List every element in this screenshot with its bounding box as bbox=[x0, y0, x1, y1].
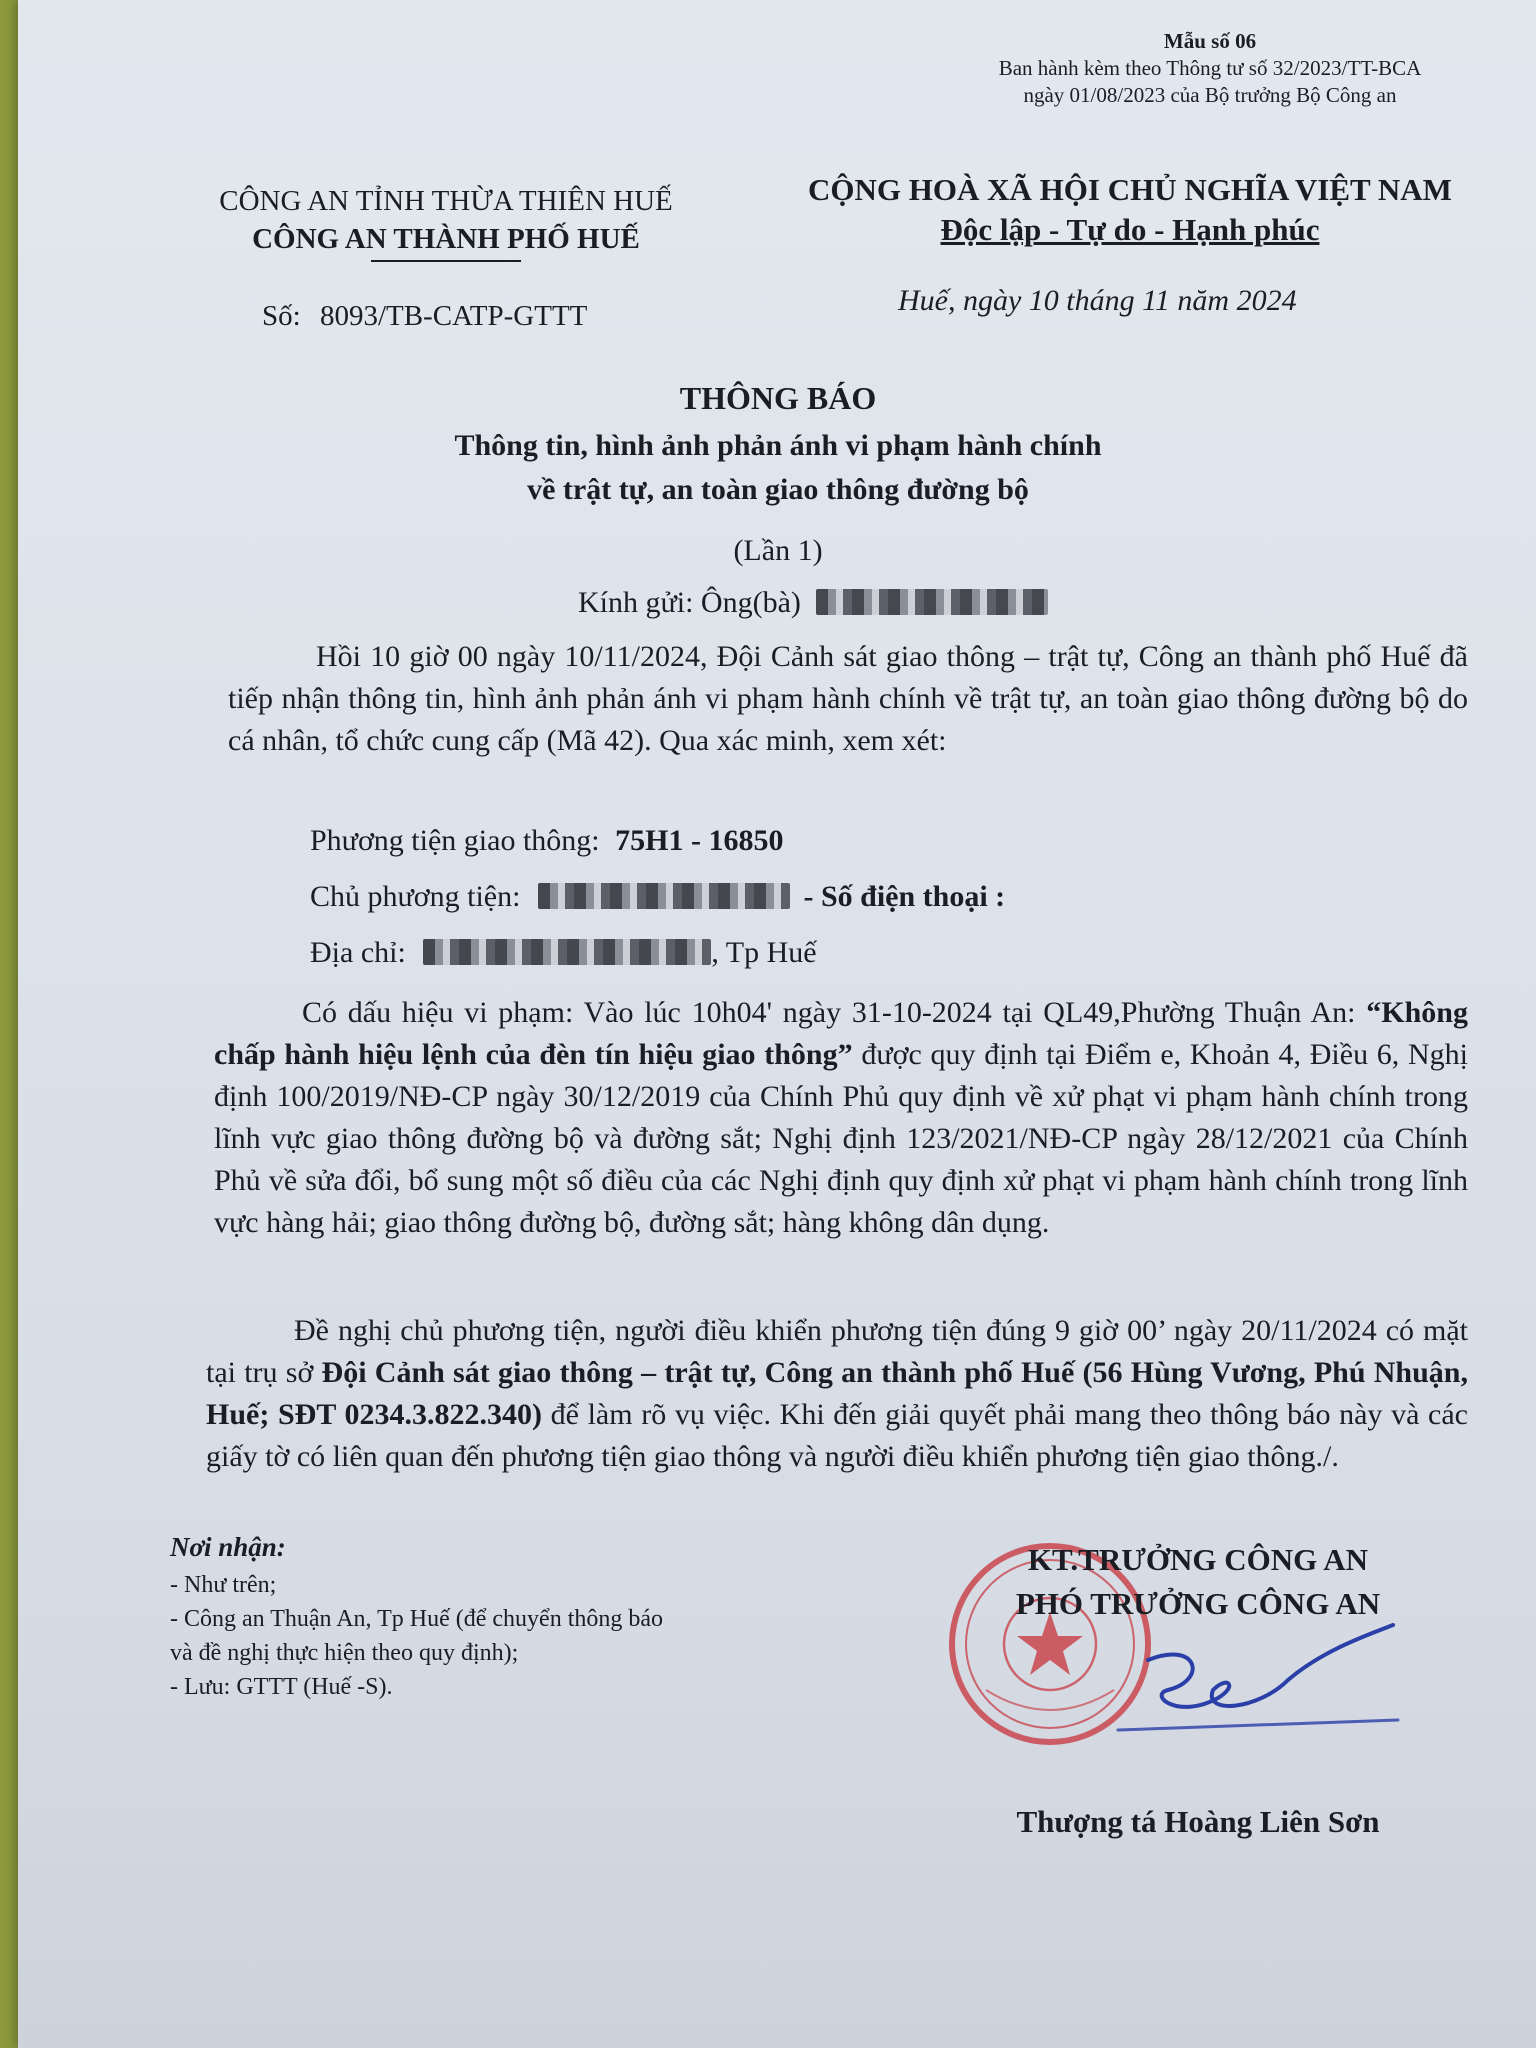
national-motto: Độc lập - Tự do - Hạnh phúc bbox=[940, 212, 1320, 247]
redacted-recipient-name bbox=[816, 589, 1048, 615]
paragraph-intro: Hồi 10 giờ 00 ngày 10/11/2024, Đội Cảnh sát giao thông – trật tự, Công an thành phố Huế đã tiếp nhận thông tin, hình ảnh phản ánh vi phạm hành chính về trật tự, an toàn giao thông đường bộ do cá nhân, tổ chức cung cấp (Mã 42). Qua xác minh, xem xét: bbox=[228, 640, 1468, 757]
violation-legal-basis: được quy định tại Điểm e, Khoản 4, Điều 6, Nghị định 100/2019/NĐ-CP ngày 30/12/2019 của Chính Phủ quy định về xử phạt vi phạm hành chính trong lĩnh vực giao thông đường bộ và đường sắt; Nghị định 123/2021/NĐ-CP ngày 28/12/2021 của Chính Phủ về sửa đổi, bổ sung một số điều của các Nghị định quy định xử phạt vi phạm hành chính trong lĩnh vực hàng hải; giao thông đường bộ, đường sắt; hàng không dân dụng. bbox=[214, 1038, 1469, 1239]
paragraph-request bbox=[206, 1310, 1468, 1478]
org-line1: CÔNG AN TỈNH THỪA THIÊN HUẾ bbox=[219, 185, 673, 217]
vehicle-label: Phương tiện giao thông: bbox=[310, 824, 600, 857]
notice-round: (Lần 1) bbox=[733, 534, 823, 567]
recipient-item-1: - Như trên; bbox=[170, 1572, 277, 1598]
violation-intro: Có dấu hiệu vi phạm: Vào lúc 10h04' ngày 31-10-2024 tại QL49,Phường Thuận An: bbox=[302, 996, 1367, 1029]
recipient-item-3: - Lưu: GTTT (Huế -S). bbox=[170, 1674, 393, 1700]
request-instructions: để làm rõ vụ việc. Khi đến giải quyết phải mang theo thông báo này và các giấy tờ có liên quan đến phương tiện giao thông và người điều khiển phương tiện giao thông./. bbox=[206, 1398, 1468, 1473]
recipients-list bbox=[170, 1530, 663, 1704]
request-location: Đội Cảnh sát giao thông – trật tự, Công an thành phố Huế (56 Hùng Vương, Phú Nhuận, Huế; SĐT 0234.3.822.340) bbox=[206, 1356, 1468, 1431]
address-tail: , Tp Huế bbox=[711, 936, 817, 969]
recipient-item-2b: và đề nghị thực hiện theo quy định); bbox=[170, 1640, 519, 1666]
signature-block bbox=[948, 1538, 1448, 1626]
document-date: Huế, ngày 10 tháng 11 năm 2024 bbox=[898, 284, 1297, 317]
form-reference bbox=[970, 28, 1450, 109]
document-page bbox=[18, 0, 1536, 2048]
country-name: CỘNG HOÀ XÃ HỘI CHỦ NGHĨA VIỆT NAM bbox=[808, 172, 1452, 207]
request-intro: Đề nghị chủ phương tiện, người điều khiển phương tiện đúng 9 giờ 00’ ngày 20/11/2024 có mặt tại trụ sở bbox=[206, 1314, 1468, 1389]
document-title: THÔNG BÁO bbox=[679, 380, 877, 416]
recipient-line bbox=[578, 582, 1048, 624]
phone-label: - Số điện thoại : bbox=[803, 880, 1006, 913]
signer-name: Thượng tá Hoàng Liên Sơn bbox=[1016, 1804, 1380, 1839]
address-line bbox=[310, 932, 817, 974]
handwritten-signature-icon bbox=[1108, 1620, 1408, 1740]
form-number: Mẫu số 06 bbox=[1163, 29, 1257, 53]
org-line2: CÔNG AN THÀNH PHỐ HUẾ bbox=[252, 223, 640, 255]
form-issued-line2: ngày 01/08/2023 của Bộ trưởng Bộ Công an bbox=[1023, 83, 1397, 107]
recipients-heading: Nơi nhận: bbox=[170, 1532, 286, 1562]
national-header bbox=[760, 170, 1500, 250]
document-number-label: Số: bbox=[262, 300, 301, 332]
redacted-address bbox=[423, 939, 711, 965]
redacted-owner-name bbox=[538, 883, 790, 909]
signature-title-line2: PHÓ TRƯỞNG CÔNG AN bbox=[1015, 1586, 1381, 1621]
address-label: Địa chỉ: bbox=[310, 936, 406, 969]
owner-label: Chủ phương tiện: bbox=[310, 880, 521, 913]
form-issued-line1: Ban hành kèm theo Thông tư số 32/2023/TT-BCA bbox=[998, 56, 1422, 80]
vehicle-line bbox=[310, 820, 783, 862]
subtitle-line2: về trật tự, an toàn giao thông đường bộ bbox=[527, 473, 1029, 506]
paragraph-violation bbox=[214, 992, 1468, 1244]
document-number bbox=[262, 300, 587, 333]
recipient-label: Kính gửi: Ông(bà) bbox=[578, 586, 801, 619]
org-underline bbox=[371, 260, 521, 262]
owner-line bbox=[310, 876, 1005, 918]
subtitle-line1: Thông tin, hình ảnh phản ánh vi phạm hành chính bbox=[454, 429, 1102, 462]
signature-title-line1: KT.TRƯỞNG CÔNG AN bbox=[1027, 1542, 1369, 1577]
document-subtitle bbox=[318, 424, 1238, 512]
violation-description: “Không chấp hành hiệu lệnh của đèn tín hiệu giao thông” bbox=[214, 996, 1468, 1071]
recipient-item-2a: - Công an Thuận An, Tp Huế (để chuyển thông báo bbox=[170, 1606, 664, 1632]
vehicle-plate: 75H1 - 16850 bbox=[615, 824, 784, 857]
issuing-organization bbox=[168, 182, 724, 262]
document-number-value: 8093/TB-CATP-GTTT bbox=[319, 300, 588, 332]
